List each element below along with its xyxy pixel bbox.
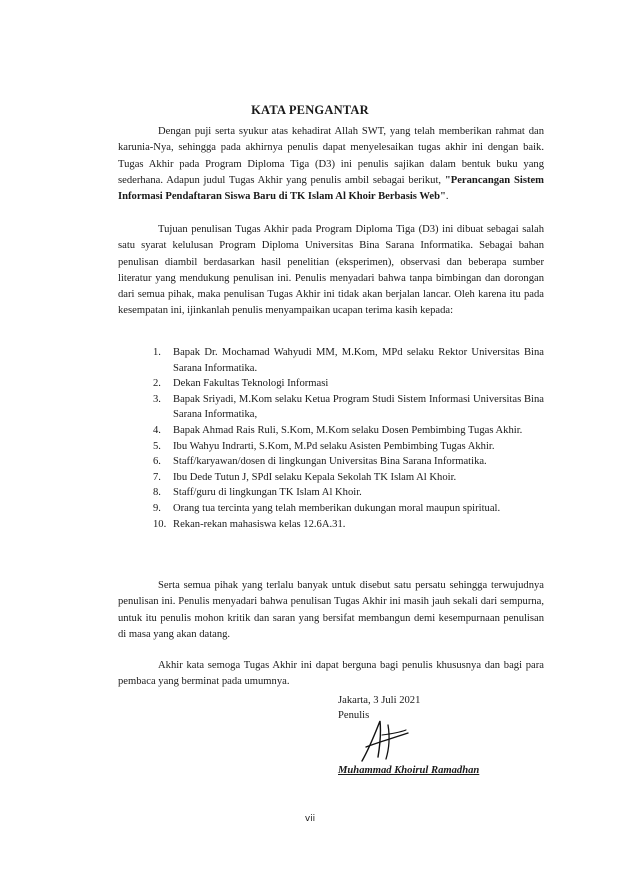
list-item-number: 2. <box>153 378 161 390</box>
place-date: Jakarta, 3 Juli 2021 <box>338 695 421 706</box>
handwritten-signature <box>356 717 416 765</box>
paragraph-intro-end: . <box>445 191 449 203</box>
list-item <box>153 501 544 517</box>
paragraph-purpose-text: Tujuan penulisan Tugas Akhir pada Program Diploma Tiga (D3) ini dibuat sebagai salah satu syarat kelulusan Program Diploma Universitas Bina Sarana Informatika. Sebagai bahan penulisan diambil berdasarkan hasil penelitian (eksperimen), observasi dan beberapa sumber literatur yang mendukung penulisan ini. Penulis menyadari bahwa tanpa bimbingan dan dorongan dari semua pihak, maka penulisan Tugas Akhir ini tidak akan berjalan lancar. Oleh karena itu pada kesempatan ini, ijinkanlah penulis menyampaikan ucapan terima kasih kepada: <box>118 224 544 317</box>
page-title: KATA PENGANTAR <box>251 103 369 117</box>
acknowledgement-list <box>153 345 544 532</box>
list-item-text: Bapak Dr. Mochamad Wahyudi MM, M.Kom, MPd selaku Rektor Universitas Bina Sarana Informatika. <box>173 347 544 374</box>
paragraph-others-text: Serta semua pihak yang terlalu banyak untuk disebut satu persatu sehingga terwujudnya penulisan ini. Penulis menyadari bahwa penulisan Tugas Akhir ini masih jauh sekali dari sempurna, untuk itu penulis mohon kritik dan saran yang bersifat membangun demi kesempurnaan penulisan di masa yang akan datang. <box>118 580 544 640</box>
list-item-number: 8. <box>153 487 161 499</box>
list-item-text: Staff/karyawan/dosen di lingkungan Universitas Bina Sarana Informatika. <box>173 456 487 468</box>
paragraph-purpose <box>118 222 544 320</box>
paragraph-closing <box>118 658 544 691</box>
list-item-text: Bapak Ahmad Rais Ruli, S.Kom, M.Kom selaku Dosen Pembimbing Tugas Akhir. <box>173 424 523 436</box>
list-item <box>153 517 544 533</box>
list-item-text: Bapak Sriyadi, M.Kom selaku Ketua Program Studi Sistem Informasi Universitas Bina Sarana Informatika, <box>173 393 544 421</box>
list-item-text: Ibu Dede Tutun J, SPdI selaku Kepala Sekolah TK Islam Al Khoir. <box>173 471 457 483</box>
paragraph-others <box>118 578 544 643</box>
list-item-number: 3. <box>153 393 161 405</box>
author-role: Penulis <box>338 710 370 721</box>
list-item-text: Dekan Fakultas Teknologi Informasi <box>173 378 329 390</box>
list-item <box>153 439 544 455</box>
list-item-number: 9. <box>153 502 161 514</box>
list-item <box>153 423 544 439</box>
list-item <box>153 454 544 470</box>
list-item-number: 5. <box>153 440 161 452</box>
thesis-title: "Perancangan Sistem Informasi Pendaftaran Siswa Baru di TK Islam Al Khoir Berbasis Web" <box>118 174 545 203</box>
list-item-number: 10. <box>153 518 167 530</box>
list-item <box>153 392 544 423</box>
paragraph-intro <box>118 124 544 205</box>
paragraph-closing-text: Akhir kata semoga Tugas Akhir ini dapat berguna bagi penulis khususnya dan bagi para pembaca yang berminat pada umumnya. <box>118 660 544 688</box>
list-item-number: 7. <box>153 471 161 483</box>
page-number: vii <box>304 814 316 824</box>
list-item-text: Staff/guru di lingkungan TK Islam Al Khoir. <box>173 487 362 499</box>
list-item <box>153 345 544 376</box>
list-item-number: 1. <box>153 347 161 358</box>
paragraph-intro-text: Dengan puji serta syukur atas kehadirat Allah SWT, yang telah memberikan rahmat dan karunia-Nya, sehingga pada akhirnya penulis dapat menyelesaikan tugas akhir ini dengan baik. Tugas Akhir pada Program Diploma Tiga (D3) ini penulis sajikan dalam bentuk buku yang sederhana. Adapun judul Tugas Akhir yang penulis ambil sebagai berikut, <box>118 126 544 186</box>
list-item-number: 6. <box>153 456 161 468</box>
list-item-text: Orang tua tercinta yang telah memberikan dukungan moral maupun spiritual. <box>173 502 501 514</box>
author-name: Muhammad Khoirul Ramadhan <box>338 765 480 776</box>
list-item <box>153 376 544 392</box>
list-item <box>153 485 544 501</box>
list-item-number: 4. <box>153 424 161 436</box>
list-item-text: Ibu Wahyu Indrarti, S.Kom, M.Pd selaku Asisten Pembimbing Tugas Akhir. <box>173 440 495 452</box>
list-item-text: Rekan-rekan mahasiswa kelas 12.6A.31. <box>173 518 346 530</box>
list-item <box>153 470 544 486</box>
